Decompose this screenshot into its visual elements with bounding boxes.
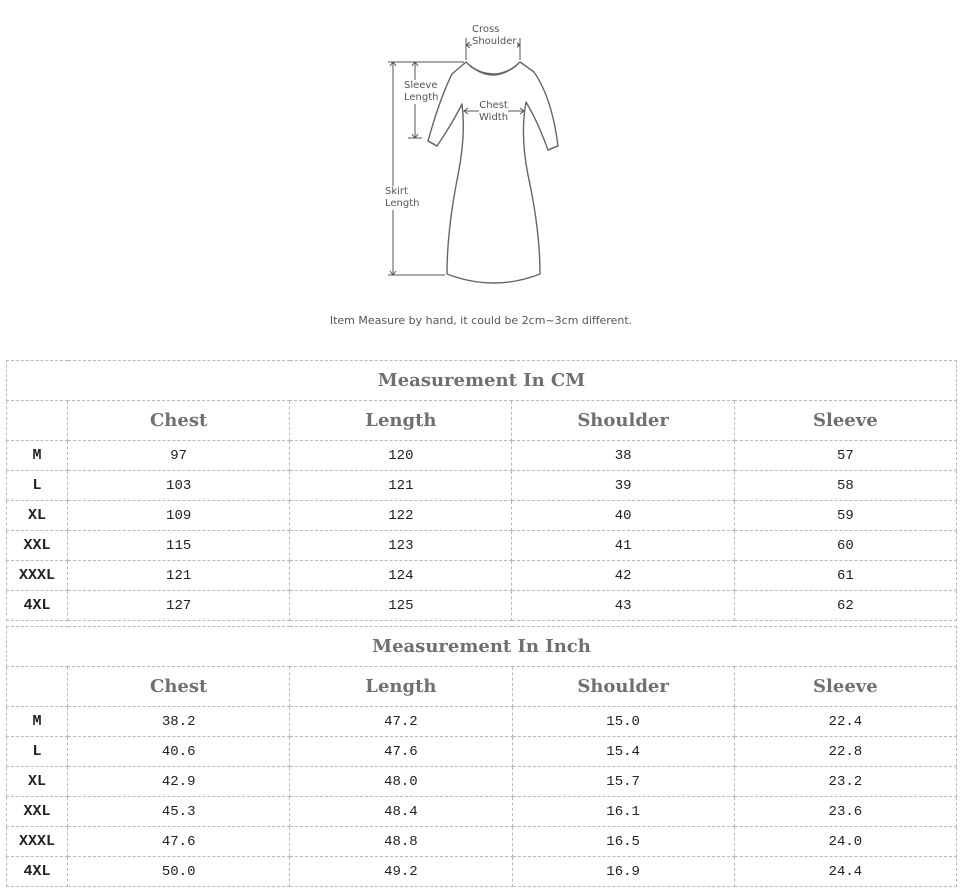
value-cell: 40 xyxy=(512,501,734,531)
table-title: Measurement In CM xyxy=(7,361,957,401)
skirt-length-label: Skirt Length xyxy=(385,186,420,209)
measure-note: Item Measure by hand, it could be 2cm~3cm different. xyxy=(329,314,633,327)
header-cell xyxy=(7,667,68,707)
value-cell: 115 xyxy=(68,531,290,561)
value-cell: 22.4 xyxy=(734,707,956,737)
value-cell: 42.9 xyxy=(68,767,290,797)
value-cell: 59 xyxy=(734,501,956,531)
value-cell: 58 xyxy=(734,471,956,501)
table-row xyxy=(7,531,957,561)
size-cell: XL xyxy=(7,501,68,531)
value-cell: 57 xyxy=(734,441,956,471)
header-cell: Sleeve xyxy=(734,667,956,707)
value-cell: 103 xyxy=(68,471,290,501)
value-cell: 127 xyxy=(68,591,290,621)
size-cell: XL xyxy=(7,767,68,797)
value-cell: 122 xyxy=(290,501,512,531)
size-cell: L xyxy=(7,471,68,501)
value-cell: 120 xyxy=(290,441,512,471)
value-cell: 23.6 xyxy=(734,797,956,827)
table-row xyxy=(7,501,957,531)
value-cell: 48.8 xyxy=(290,827,512,857)
value-cell: 125 xyxy=(290,591,512,621)
header-cell: Sleeve xyxy=(734,401,956,441)
size-cell: XXXL xyxy=(7,827,68,857)
value-cell: 16.9 xyxy=(512,857,734,887)
value-cell: 16.1 xyxy=(512,797,734,827)
table-row xyxy=(7,767,957,797)
size-cell: M xyxy=(7,441,68,471)
table-row xyxy=(7,441,957,471)
table-row xyxy=(7,707,957,737)
table-row xyxy=(7,561,957,591)
table-row xyxy=(7,737,957,767)
table-row xyxy=(7,797,957,827)
value-cell: 47.6 xyxy=(68,827,290,857)
value-cell: 40.6 xyxy=(68,737,290,767)
size-cell: 4XL xyxy=(7,591,68,621)
chest-width-label: Chest Width xyxy=(479,100,509,123)
value-cell: 22.8 xyxy=(734,737,956,767)
value-cell: 123 xyxy=(290,531,512,561)
value-cell: 15.4 xyxy=(512,737,734,767)
sleeve-length-label: Sleeve Length xyxy=(404,80,439,103)
value-cell: 47.6 xyxy=(290,737,512,767)
value-cell: 121 xyxy=(290,471,512,501)
dress-measurement-diagram xyxy=(0,0,962,340)
header-cell: Shoulder xyxy=(512,401,734,441)
header-cell: Length xyxy=(290,401,512,441)
value-cell: 62 xyxy=(734,591,956,621)
value-cell: 48.4 xyxy=(290,797,512,827)
value-cell: 47.2 xyxy=(290,707,512,737)
value-cell: 109 xyxy=(68,501,290,531)
value-cell: 50.0 xyxy=(68,857,290,887)
value-cell: 45.3 xyxy=(68,797,290,827)
value-cell: 41 xyxy=(512,531,734,561)
value-cell: 38 xyxy=(512,441,734,471)
value-cell: 15.7 xyxy=(512,767,734,797)
value-cell: 24.4 xyxy=(734,857,956,887)
size-cell: XXXL xyxy=(7,561,68,591)
value-cell: 24.0 xyxy=(734,827,956,857)
table-row xyxy=(7,827,957,857)
value-cell: 43 xyxy=(512,591,734,621)
size-cell: L xyxy=(7,737,68,767)
header-row xyxy=(7,667,957,707)
inch-size-table xyxy=(6,626,957,887)
value-cell: 15.0 xyxy=(512,707,734,737)
size-cell: XXL xyxy=(7,531,68,561)
table-title: Measurement In Inch xyxy=(7,627,957,667)
size-cell: M xyxy=(7,707,68,737)
table-row xyxy=(7,857,957,887)
value-cell: 124 xyxy=(290,561,512,591)
value-cell: 38.2 xyxy=(68,707,290,737)
size-cell: 4XL xyxy=(7,857,68,887)
value-cell: 97 xyxy=(68,441,290,471)
value-cell: 60 xyxy=(734,531,956,561)
value-cell: 23.2 xyxy=(734,767,956,797)
dress-outline-illustration xyxy=(0,0,962,340)
table-row xyxy=(7,591,957,621)
cross-shoulder-label: Cross Shoulder xyxy=(472,24,517,47)
value-cell: 121 xyxy=(68,561,290,591)
value-cell: 61 xyxy=(734,561,956,591)
value-cell: 48.0 xyxy=(290,767,512,797)
cm-size-table xyxy=(6,360,957,621)
size-cell: XXL xyxy=(7,797,68,827)
table-row xyxy=(7,471,957,501)
header-cell xyxy=(7,401,68,441)
value-cell: 49.2 xyxy=(290,857,512,887)
value-cell: 42 xyxy=(512,561,734,591)
header-cell: Length xyxy=(290,667,512,707)
header-row xyxy=(7,401,957,441)
header-cell: Shoulder xyxy=(512,667,734,707)
value-cell: 16.5 xyxy=(512,827,734,857)
value-cell: 39 xyxy=(512,471,734,501)
header-cell: Chest xyxy=(68,667,290,707)
header-cell: Chest xyxy=(68,401,290,441)
